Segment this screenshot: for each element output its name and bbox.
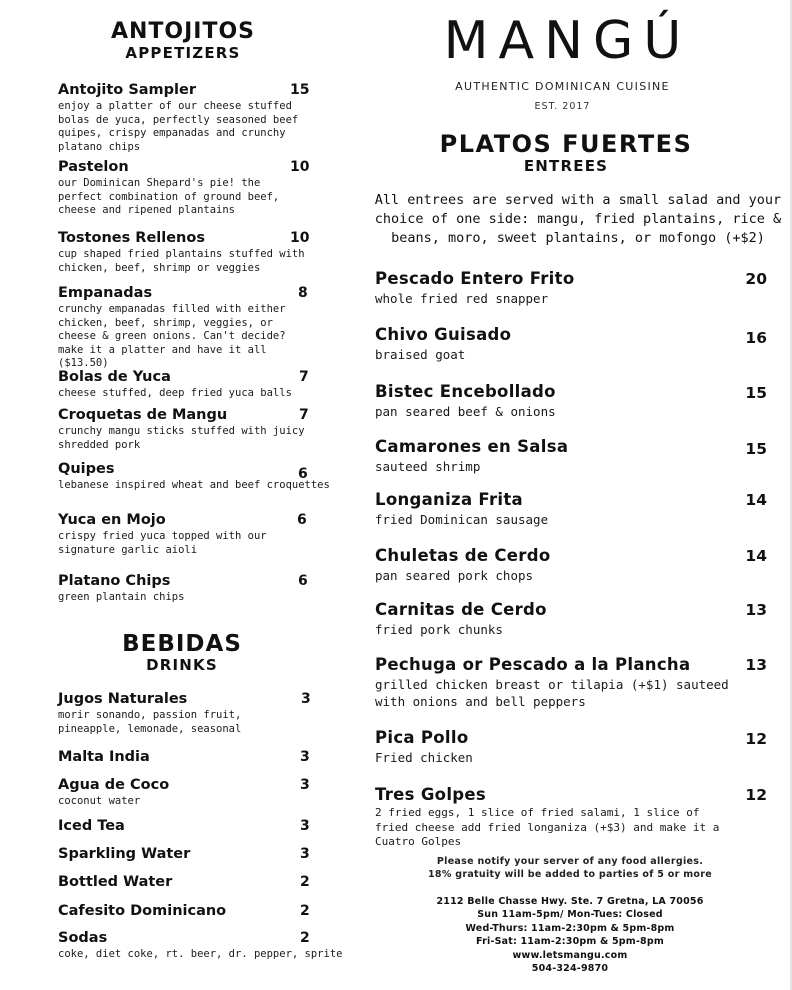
item-name: Pastelon xyxy=(58,159,129,175)
item-price: 3 xyxy=(301,691,311,707)
drinks-title: BEBIDAS xyxy=(122,631,242,657)
entree-item xyxy=(375,600,767,638)
item-price: 13 xyxy=(745,656,767,674)
item-name: Tostones Rellenos xyxy=(58,230,205,246)
item-price: 2 xyxy=(300,930,310,946)
item-description: crispy fried yuca topped with our signature garlic aioli xyxy=(58,530,267,556)
item-name: Chuletas de Cerdo xyxy=(375,546,551,565)
item-description: crunchy mangu sticks stuffed with juicy shredded pork xyxy=(58,425,305,451)
item-name: Jugos Naturales xyxy=(58,691,188,707)
item-price: 15 xyxy=(745,384,767,402)
item-name: Yuca en Mojo xyxy=(58,512,166,528)
item-description: our Dominican Shepard's pie! the perfect combination of ground beef, cheese and ripened plantains xyxy=(58,177,280,216)
appetizers-title: ANTOJITOS xyxy=(110,19,256,44)
item-name: Empanadas xyxy=(58,285,153,301)
item-name: Bottled Water xyxy=(58,874,173,890)
brand-tagline: AUTHENTIC DOMINICAN CUISINE xyxy=(455,80,670,93)
drinks-subtitle: DRINKS xyxy=(146,656,218,674)
item-description: green plantain chips xyxy=(58,591,185,603)
entree-item xyxy=(375,437,767,475)
entree-item xyxy=(375,655,767,710)
appetizers-heading xyxy=(58,20,308,62)
entrees-subtitle: ENTREES xyxy=(523,157,609,175)
item-description: fried pork chunks xyxy=(375,622,503,637)
item-description: lebanese inspired wheat and beef croquettes xyxy=(58,479,330,491)
drink-item xyxy=(58,817,310,835)
item-description: pan seared pork chops xyxy=(375,568,534,583)
item-price: 14 xyxy=(745,491,767,509)
drink-item xyxy=(58,690,310,736)
item-name: Pica Pollo xyxy=(375,728,469,747)
drink-item xyxy=(58,748,310,766)
item-description: grilled chicken breast or tilapia (+$1) sauteed with onions and bell peppers xyxy=(375,677,729,709)
contact-info xyxy=(400,895,740,975)
appetizer-item xyxy=(58,368,310,401)
item-description: enjoy a platter of our cheese stuffed bolas de yuca, perfectly seasoned beef quipes, crispy empanadas and crunchy platano chips xyxy=(58,100,299,153)
appetizer-item xyxy=(58,81,310,154)
appetizer-item xyxy=(58,572,310,605)
item-description: cup shaped fried plantains stuffed with chicken, beef, shrimp or veggies xyxy=(58,248,305,274)
item-description: 2 fried eggs, 1 slice of fried salami, 1 slice of fried cheese add fried longaniza (+$3) and make it a Cuatro Golpes xyxy=(375,806,720,848)
allergy-note: Please notify your server of any food allergies. xyxy=(436,856,704,867)
entree-item xyxy=(375,785,767,850)
drink-item xyxy=(58,902,310,920)
hours-fri-sat: Fri-Sat: 11am-2:30pm & 5pm-8pm xyxy=(476,936,664,948)
hours-wed-thurs: Wed-Thurs: 11am-2:30pm & 5pm-8pm xyxy=(465,922,675,934)
drink-item xyxy=(58,929,343,962)
item-description: morir sonando, passion fruit, pineapple, lemonade, seasonal xyxy=(58,709,242,735)
item-name: Bolas de Yuca xyxy=(58,369,171,385)
entree-item xyxy=(375,728,767,766)
item-price: 16 xyxy=(745,329,767,347)
item-description: pan seared beef & onions xyxy=(375,404,556,419)
entrees-note: All entrees are served with a small salad and your choice of one side: mangu, fried plantains, rice & beans, moro, sweet plantains, or mofongo (+$2) xyxy=(374,192,782,246)
item-price: 7 xyxy=(299,407,309,423)
item-name: Tres Golpes xyxy=(375,785,486,804)
appetizers-subtitle: APPETIZERS xyxy=(125,44,241,62)
item-name: Longaniza Frita xyxy=(375,490,523,509)
item-price: 15 xyxy=(290,82,310,98)
item-description: coke, diet coke, rt. beer, dr. pepper, sprite xyxy=(58,948,343,960)
item-price: 6 xyxy=(298,466,308,482)
item-name: Pescado Entero Frito xyxy=(375,269,575,288)
item-price: 10 xyxy=(290,230,310,246)
entrees-heading xyxy=(416,130,716,175)
appetizer-item xyxy=(58,406,310,452)
item-description: coconut water xyxy=(58,795,141,807)
item-price: 3 xyxy=(300,818,310,834)
item-price: 20 xyxy=(745,270,767,288)
item-description: braised goat xyxy=(375,347,466,362)
item-description: sauteed shrimp xyxy=(375,459,481,474)
footer-notes xyxy=(400,855,740,881)
appetizer-item xyxy=(58,284,310,371)
item-description: crunchy empanadas filled with either chicken, beef, shrimp, veggies, or cheese & green onions. Can't decide? make it a platter and have it all ($13.50) xyxy=(58,303,286,369)
entree-item xyxy=(375,269,767,307)
drink-item xyxy=(58,873,310,891)
item-name: Antojito Sampler xyxy=(58,82,196,98)
item-price: 6 xyxy=(297,512,307,528)
item-price: 2 xyxy=(300,874,310,890)
item-name: Sodas xyxy=(58,930,108,946)
brand-name: MANGÚ xyxy=(443,11,692,71)
item-price: 3 xyxy=(300,846,310,862)
appetizer-item xyxy=(58,229,310,275)
item-price: 10 xyxy=(290,159,310,175)
item-price: 2 xyxy=(300,903,310,919)
item-price: 14 xyxy=(745,547,767,565)
item-price: 7 xyxy=(299,369,309,385)
established-year: EST. 2017 xyxy=(534,101,591,112)
item-name: Sparkling Water xyxy=(58,846,191,862)
item-name: Quipes xyxy=(58,461,115,477)
item-name: Bistec Encebollado xyxy=(375,382,556,401)
item-name: Croquetas de Mangu xyxy=(58,407,228,423)
item-price: 8 xyxy=(298,285,308,301)
restaurant-logo xyxy=(410,10,715,72)
appetizer-item xyxy=(58,511,310,557)
website-link[interactable]: www.letsmangu.com xyxy=(512,949,628,961)
appetizer-item xyxy=(58,460,330,493)
entree-item xyxy=(375,325,767,363)
item-name: Iced Tea xyxy=(58,818,125,834)
entree-item xyxy=(375,546,767,584)
address: 2112 Belle Chasse Hwy. Ste. 7 Gretna, LA 70056 xyxy=(436,896,704,907)
item-price: 12 xyxy=(745,730,767,748)
hours-sunday: Sun 11am-5pm/ Mon-Tues: Closed xyxy=(477,909,663,921)
item-description: fried Dominican sausage xyxy=(375,512,549,527)
entree-item xyxy=(375,490,767,528)
item-price: 3 xyxy=(300,777,310,793)
entree-item xyxy=(375,382,767,420)
drinks-heading xyxy=(58,632,306,674)
item-price: 3 xyxy=(300,749,310,765)
entrees-title: PLATOS FUERTES xyxy=(439,130,693,158)
drink-item xyxy=(58,845,310,863)
item-name: Chivo Guisado xyxy=(375,325,512,344)
item-name: Carnitas de Cerdo xyxy=(375,600,547,619)
item-price: 15 xyxy=(745,440,767,458)
item-description: cheese stuffed, deep fried yuca balls xyxy=(58,387,292,399)
item-price: 12 xyxy=(745,786,767,804)
item-name: Platano Chips xyxy=(58,573,171,589)
item-name: Cafesito Dominicano xyxy=(58,903,227,919)
phone-number[interactable]: 504-324-9870 xyxy=(531,963,609,975)
gratuity-note: 18% gratuity will be added to parties of 5 or more xyxy=(428,869,712,880)
item-name: Pechuga or Pescado a la Plancha xyxy=(375,655,691,674)
item-name: Agua de Coco xyxy=(58,777,170,793)
item-price: 13 xyxy=(745,601,767,619)
item-name: Malta India xyxy=(58,749,150,765)
item-description: whole fried red snapper xyxy=(375,291,549,306)
drink-item xyxy=(58,776,310,809)
item-description: Fried chicken xyxy=(375,750,473,765)
item-price: 6 xyxy=(298,573,308,589)
appetizer-item xyxy=(58,158,310,218)
item-name: Camarones en Salsa xyxy=(375,437,569,456)
